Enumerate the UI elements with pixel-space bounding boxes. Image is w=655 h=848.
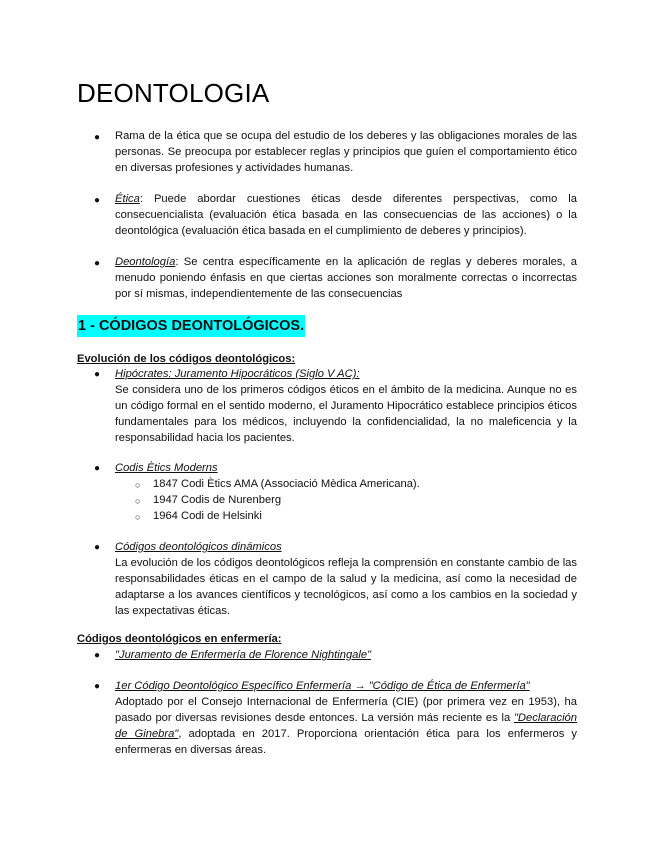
intro-text-2: : Puede abordar cuestiones éticas desde diferentes perspectivas, como la consecuencialista (evaluación ética basada en las consecuencias de las acciones) o la deontológica (evaluación ética basada en el cumplimiento de deberes y principios). — [115, 193, 577, 237]
bullet-icon: ● — [94, 258, 101, 269]
intro-text-3: : Se centra específicamente en la aplicación de reglas y deberes morales, a menudo poniendo énfasis en que ciertas acciones son moralmente correctas o incorrectas por sí mismas, independientemente de las consecuencias — [115, 256, 577, 300]
evolution-heading: Evolución de los códigos deontológicos: — [77, 353, 296, 365]
intro-text-1: Rama de la ética que se ocupa del estudio de los deberes y las obligaciones morales de las personas. Se preocupa por establecer reglas y principios que guíen el comportamiento ético en diversas profesiones y actividades humanas. — [115, 130, 577, 174]
dynamic-codes-text: La evolución de los códigos deontológicos refleja la comprensión en constante cambio de las responsabilidades éticas en el campo de la salud y la medicina, así como la necesidad de adaptarse a los avances científicos y tecnológicos, así como a los cambios en la sociedad y las expectativas éticas. — [115, 557, 577, 617]
nightingale-pledge: "Juramento de Enfermería de Florence Nightingale" — [115, 649, 372, 661]
bullet-icon: ● — [94, 681, 101, 692]
bullet-icon: ● — [94, 463, 101, 474]
first-code-title: 1er Código Deontológico Específico Enfermería → "Código de Ética de Enfermería" — [115, 680, 530, 692]
dynamic-codes-title: Códigos deontológicos dinámicos — [115, 541, 282, 553]
term-deontologia: Deontología — [115, 256, 176, 268]
intro-paragraph-1 — [115, 128, 577, 176]
bullet-icon: ● — [94, 542, 101, 553]
circle-bullet-icon: ○ — [135, 480, 141, 490]
bullet-icon: ● — [94, 195, 101, 206]
nursing-heading: Códigos deontológicos en enfermería: — [77, 633, 282, 645]
circle-bullet-icon: ○ — [135, 512, 141, 522]
bullet-icon: ● — [94, 132, 101, 143]
intro-paragraph-2 — [115, 191, 577, 239]
intro-paragraph-3 — [115, 254, 577, 302]
modern-code-item: 1964 Codi de Helsinki — [153, 510, 262, 522]
modern-code-item: 1847 Codi Ètics AMA (Associació Mèdica Americana). — [153, 478, 420, 490]
modern-code-item: 1947 Codis de Nurenberg — [153, 494, 282, 506]
hippocrates-text: Se considera uno de los primeros códigos éticos en el ámbito de la medicina. Aunque no es un código formal en el sentido moderno, el Juramento Hipocrático establece principios éticos fundamentales para los médicos, incluyendo la confidencialidad, la no maleficencia y la responsabilidad hacia los pacientes. — [115, 384, 577, 444]
term-etica: Ética — [115, 193, 140, 205]
page-title: DEONTOLOGIA — [77, 78, 270, 108]
section-heading: 1 - CÓDIGOS DEONTOLÓGICOS. — [77, 315, 305, 337]
modern-codes-title: Codis Ètics Moderns — [115, 462, 218, 474]
bullet-icon: ● — [94, 650, 101, 661]
geneva-declaration: "Declaración de Ginebra" — [115, 712, 577, 740]
first-code-text — [115, 694, 577, 758]
circle-bullet-icon: ○ — [135, 496, 141, 506]
hippocrates-title: Hipócrates: Juramento Hipocráticos (Siglo V AC): — [115, 368, 360, 380]
first-code-text-a: Adoptado por el Consejo Internacional de Enfermería (CIE) (por primera vez en 1953), ha pasado por diversas revisiones desde entonces. La versión más reciente es la — [115, 696, 577, 724]
bullet-icon: ● — [94, 369, 101, 380]
first-code-text-b: , adoptada en 2017. Proporciona orientación ética para los enfermeros y enfermeras en diversas áreas. — [115, 728, 577, 756]
